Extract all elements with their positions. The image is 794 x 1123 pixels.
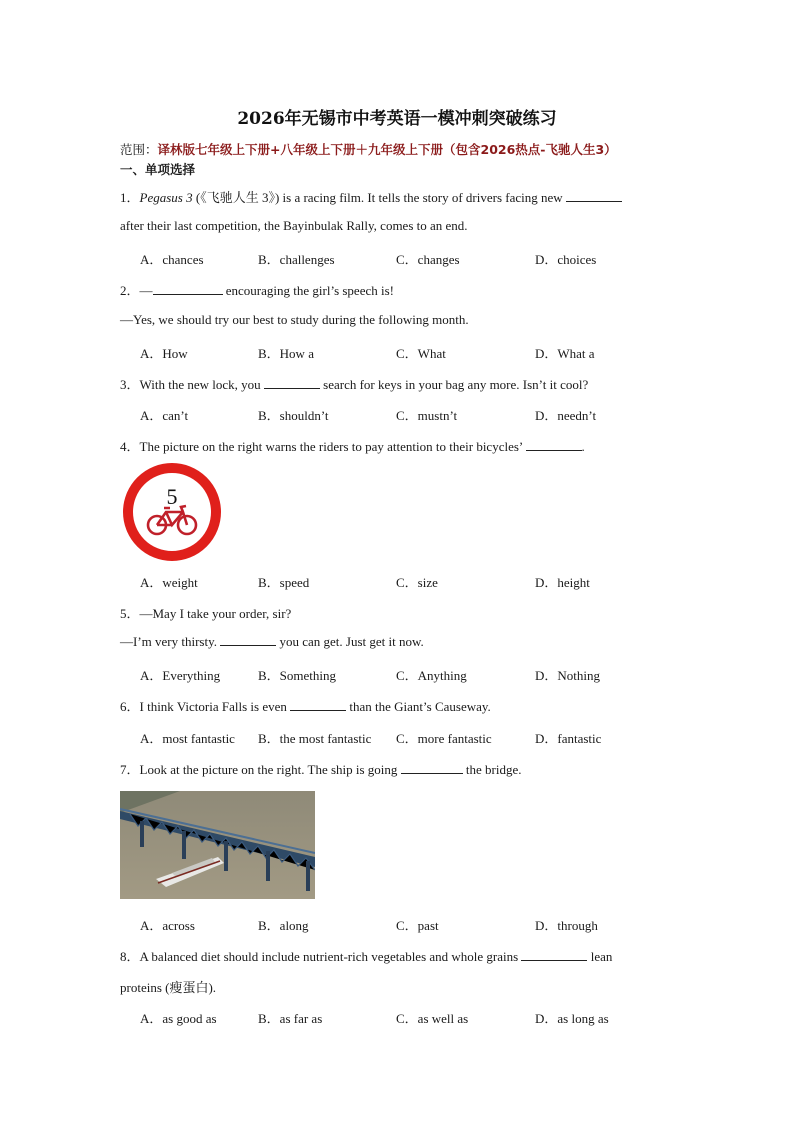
q5-option-d[interactable]: D．Nothing — [535, 668, 601, 683]
q3-option-a[interactable]: A．can’t — [140, 408, 189, 423]
q4-option-c[interactable]: C．size — [396, 575, 438, 590]
question-2-line-2: —Yes, we should try our best to study during the following month. — [120, 312, 469, 327]
q1-text: (《飞驰人生 3》) is a racing film. It tells the story of drivers facing new — [192, 190, 566, 205]
q1-option-b[interactable]: B．challenges — [258, 252, 335, 267]
q1-option-c[interactable]: C．changes — [396, 252, 460, 267]
q6-option-c[interactable]: C．more fantastic — [396, 731, 492, 746]
q5-text-after: you can get. Just get it now. — [276, 634, 424, 649]
q3-text-before: 3．With the new lock, you — [120, 377, 264, 392]
q8-option-a[interactable]: A．as good as — [140, 1011, 217, 1026]
scope-label: 范围： — [120, 142, 158, 157]
q7-option-b[interactable]: B．along — [258, 918, 309, 933]
question-5-line-1: 5．—May I take your order, sir? — [120, 606, 292, 621]
q5-option-c[interactable]: C．Anything — [396, 668, 467, 683]
question-3-line-1 — [120, 374, 588, 393]
q8-option-c[interactable]: C．as well as — [396, 1011, 469, 1026]
q4-blank — [526, 439, 582, 451]
scope-line — [120, 140, 617, 158]
q2-option-a[interactable]: A．How — [140, 346, 188, 361]
q7-text-after: the bridge. — [462, 762, 522, 777]
q7-blank — [401, 762, 463, 774]
q2-number: 2．— — [120, 283, 153, 298]
q5-option-b[interactable]: B．Something — [258, 668, 337, 683]
q3-option-d[interactable]: D．needn’t — [535, 408, 597, 423]
q3-option-b[interactable]: B．shouldn’t — [258, 408, 329, 423]
q6-option-d[interactable]: D．fantastic — [535, 731, 602, 746]
q6-text-after: than the Giant’s Causeway. — [346, 699, 491, 714]
question-6-line-1 — [120, 696, 491, 715]
question-7-line-1 — [120, 759, 522, 778]
question-5-line-2 — [120, 634, 424, 650]
q4-text: 4．The picture on the right warns the riders to pay attention to their bicycles’ — [120, 439, 526, 454]
q8-text-after: lean — [587, 949, 613, 964]
section-heading: 一、单项选择 — [120, 162, 196, 177]
q3-text-after: search for keys in your bag any more. Isn’t it cool? — [319, 377, 589, 392]
q4-period: . — [581, 439, 585, 454]
q2-option-d[interactable]: D．What a — [535, 346, 595, 361]
bridge-ship-photo-icon — [120, 791, 315, 899]
q6-blank — [290, 699, 346, 711]
q5-text-before: —I’m very thirsty. — [120, 634, 221, 649]
q8-blank — [521, 949, 587, 961]
q7-option-a[interactable]: A．across — [140, 918, 195, 933]
q6-text-before: 6．I think Victoria Falls is even — [120, 699, 291, 714]
q1-option-a[interactable]: A．chances — [140, 252, 204, 267]
question-4-line-1 — [120, 436, 585, 455]
q8-option-d[interactable]: D．as long as — [535, 1011, 609, 1026]
question-8-line-2: proteins (瘦蛋白). — [120, 980, 217, 995]
q1-number: 1． — [120, 190, 140, 205]
q1-option-d[interactable]: D．choices — [535, 252, 597, 267]
sign-number: 5 — [166, 484, 178, 509]
q2-text: encouraging the girl’s speech is! — [222, 283, 394, 298]
q2-option-c[interactable]: C．What — [396, 346, 446, 361]
q5-option-a[interactable]: A．Everything — [140, 668, 221, 683]
q4-option-a[interactable]: A．weight — [140, 575, 198, 590]
q7-option-c[interactable]: C．past — [396, 918, 439, 933]
question-2-line-1 — [120, 280, 394, 299]
page-title: 2026年无锡市中考英语一模冲刺突破练习 — [237, 109, 557, 129]
q8-text-before: 8．A balanced diet should include nutrient-rich vegetables and whole grains — [120, 949, 522, 964]
q1-blank — [566, 190, 622, 202]
q5-blank — [220, 634, 276, 646]
q7-option-d[interactable]: D．through — [535, 918, 598, 933]
q2-option-b[interactable]: B．How a — [258, 346, 314, 361]
question-1-line-2: after their last competition, the Bayinbulak Rally, comes to an end. — [120, 218, 468, 233]
q6-option-a[interactable]: A．most fantastic — [140, 731, 235, 746]
question-8-line-1 — [120, 946, 612, 965]
scope-value: 译林版七年级上下册+八年级上下册＋九年级上下册（包含2026热点-飞驰人生3） — [157, 142, 617, 157]
q1-film-title: Pegasus 3 — [139, 190, 193, 205]
q4-option-b[interactable]: B．speed — [258, 575, 310, 590]
speed-limit-bicycle-sign-icon — [122, 462, 222, 562]
q3-blank — [264, 377, 320, 389]
q7-text-before: 7．Look at the picture on the right. The ship is going — [120, 762, 401, 777]
q8-option-b[interactable]: B．as far as — [258, 1011, 323, 1026]
q6-option-b[interactable]: B．the most fantastic — [258, 731, 372, 746]
question-1-line-1 — [120, 187, 622, 206]
q2-blank — [153, 283, 223, 295]
q3-option-c[interactable]: C．mustn’t — [396, 408, 458, 423]
q4-option-d[interactable]: D．height — [535, 575, 590, 590]
